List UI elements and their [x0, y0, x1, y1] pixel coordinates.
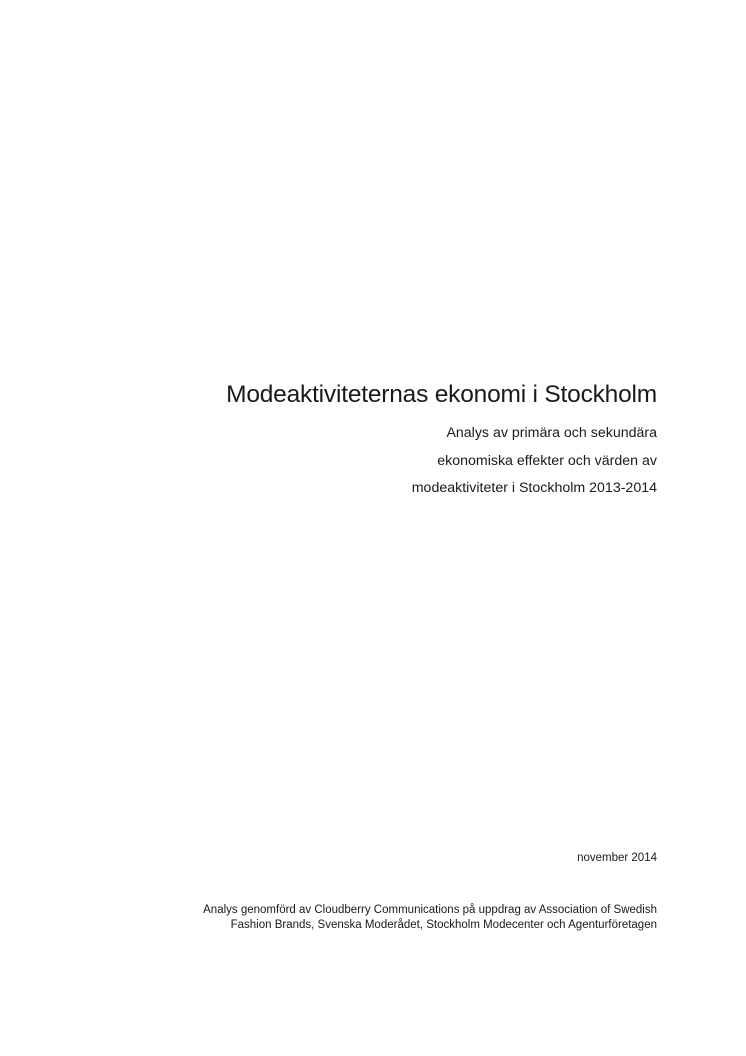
subtitle-line-3: modeaktiviteter i Stockholm 2013-2014 [411, 480, 657, 496]
publication-date: november 2014 [577, 852, 657, 864]
subtitle-line-2: ekonomiska effekter och värden av [437, 452, 657, 469]
document-title: Modeaktiviteternas ekonomi i Stockholm [226, 381, 657, 408]
credits-block [57, 903, 657, 933]
title-block [97, 378, 657, 503]
credits-line-2: Fashion Brands, Svenska Moderådet, Stockholm Modecenter och Agenturföretagen [230, 919, 657, 931]
subtitle-line-1: Analys av primära och sekundära [446, 425, 657, 441]
credits-line-1: Analys genomförd av Cloudberry Communications på uppdrag av Association of Swedish [203, 904, 657, 916]
